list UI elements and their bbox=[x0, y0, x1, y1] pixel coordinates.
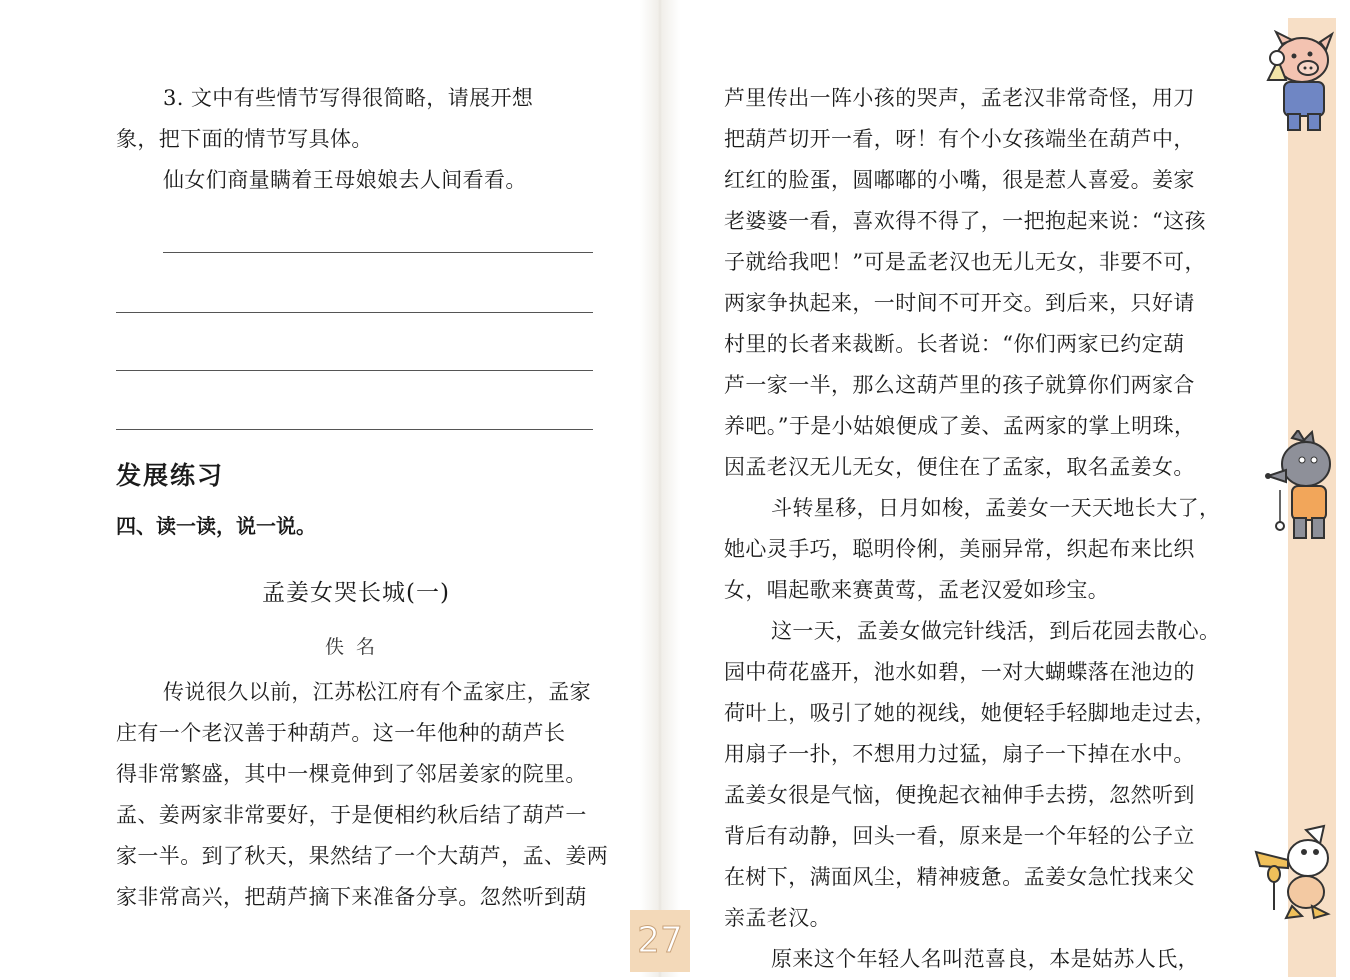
story-line: 家一半。到了秋天，果然结了一个大葫芦，孟、姜两 bbox=[116, 844, 609, 868]
story-line: 用扇子一扑，不想用力过猛，扇子一下掉在水中。 bbox=[724, 742, 1195, 766]
story-line: 养吧。”于是小姑娘便成了姜、孟两家的掌上明珠， bbox=[724, 414, 1196, 438]
exercise-3-line: 象，把下面的情节写具体。 bbox=[116, 127, 373, 151]
duck-mascot-icon bbox=[1246, 822, 1346, 922]
story-line: 家非常高兴，把葫芦摘下来准备分享。忽然听到葫 bbox=[116, 885, 587, 909]
story-line: 把葫芦切开一看，呀！有个小女孩端坐在葫芦中， bbox=[724, 127, 1195, 151]
story-line: 她心灵手巧，聪明伶俐，美丽异常，织起布来比织 bbox=[724, 537, 1195, 561]
answer-line[interactable] bbox=[163, 252, 593, 253]
exercise-3-line: 3. 文中有些情节写得很简略，请展开想 bbox=[163, 86, 534, 110]
story-text-right bbox=[724, 78, 1221, 980]
story-line: 得非常繁盛，其中一棵竟伸到了邻居姜家的院里。 bbox=[116, 762, 587, 786]
story-line: 芦里传出一阵小孩的哭声，孟老汉非常奇怪，用刀 bbox=[724, 86, 1195, 110]
story-line: 因孟老汉无儿无女，便住在了孟家，取名孟姜女。 bbox=[724, 455, 1195, 479]
exercise-3-prompt: 仙女们商量瞒着王母娘娘去人间看看。 bbox=[163, 168, 527, 192]
story-line: 庄有一个老汉善于种葫芦。这一年他种的葫芦长 bbox=[116, 721, 566, 745]
answer-line[interactable] bbox=[116, 370, 593, 371]
subsection-title: 四、读一读，说一说。 bbox=[116, 514, 316, 538]
book-gutter bbox=[640, 0, 680, 977]
pig-mascot-icon bbox=[1248, 30, 1348, 135]
story-line: 芦一家一半，那么这葫芦里的孩子就算你们两家合 bbox=[724, 373, 1195, 397]
story-line: 女，唱起歌来赛黄莺，孟老汉爱如珍宝。 bbox=[724, 578, 1110, 602]
story-line: 荷叶上，吸引了她的视线，她便轻手轻脚地走过去， bbox=[724, 701, 1217, 725]
story-line: 孟、姜两家非常要好，于是便相约秋后结了葫芦一 bbox=[116, 803, 587, 827]
story-line: 老婆婆一看，喜欢得不得了，一把抱起来说：“这孩 bbox=[724, 209, 1206, 233]
story-line: 红红的脸蛋，圆嘟嘟的小嘴，很是惹人喜爱。姜家 bbox=[724, 168, 1195, 192]
story-text-left bbox=[116, 672, 609, 918]
wolf-mascot-icon bbox=[1262, 430, 1342, 545]
story-author: 佚名 bbox=[324, 636, 387, 658]
exercise-3 bbox=[116, 78, 596, 201]
story-line: 园中荷花盛开，池水如碧，一对大蝴蝶落在池边的 bbox=[724, 660, 1195, 684]
story-title: 孟姜女哭长城(一) bbox=[262, 580, 450, 606]
section-title: 发展练习 bbox=[116, 461, 225, 490]
story-line: 这一天，孟姜女做完针线活，到后花园去散心。 bbox=[771, 619, 1221, 643]
story-line: 在树下，满面风尘，精神疲惫。孟姜女急忙找来父 bbox=[724, 865, 1195, 889]
answer-line[interactable] bbox=[116, 429, 593, 430]
page-number: 27 bbox=[630, 910, 690, 972]
story-line: 原来这个年轻人名叫范喜良，本是姑苏人氏， bbox=[771, 947, 1199, 971]
story-line: 斗转星移，日月如梭，孟姜女一天天地长大了， bbox=[771, 496, 1221, 520]
story-line: 亲孟老汉。 bbox=[724, 906, 831, 930]
answer-line[interactable] bbox=[116, 312, 593, 313]
story-line: 孟姜女很是气恼，便挽起衣袖伸手去捞，忽然听到 bbox=[724, 783, 1195, 807]
story-line: 传说很久以前，江苏松江府有个孟家庄，孟家 bbox=[163, 680, 591, 704]
story-line: 背后有动静，回头一看，原来是一个年轻的公子立 bbox=[724, 824, 1195, 848]
story-line: 子就给我吧！”可是孟老汉也无儿无女，非要不可， bbox=[724, 250, 1206, 274]
story-line: 村里的长者来裁断。长者说：“你们两家已约定葫 bbox=[724, 332, 1185, 356]
story-line: 两家争执起来，一时间不可开交。到后来，只好请 bbox=[724, 291, 1195, 315]
